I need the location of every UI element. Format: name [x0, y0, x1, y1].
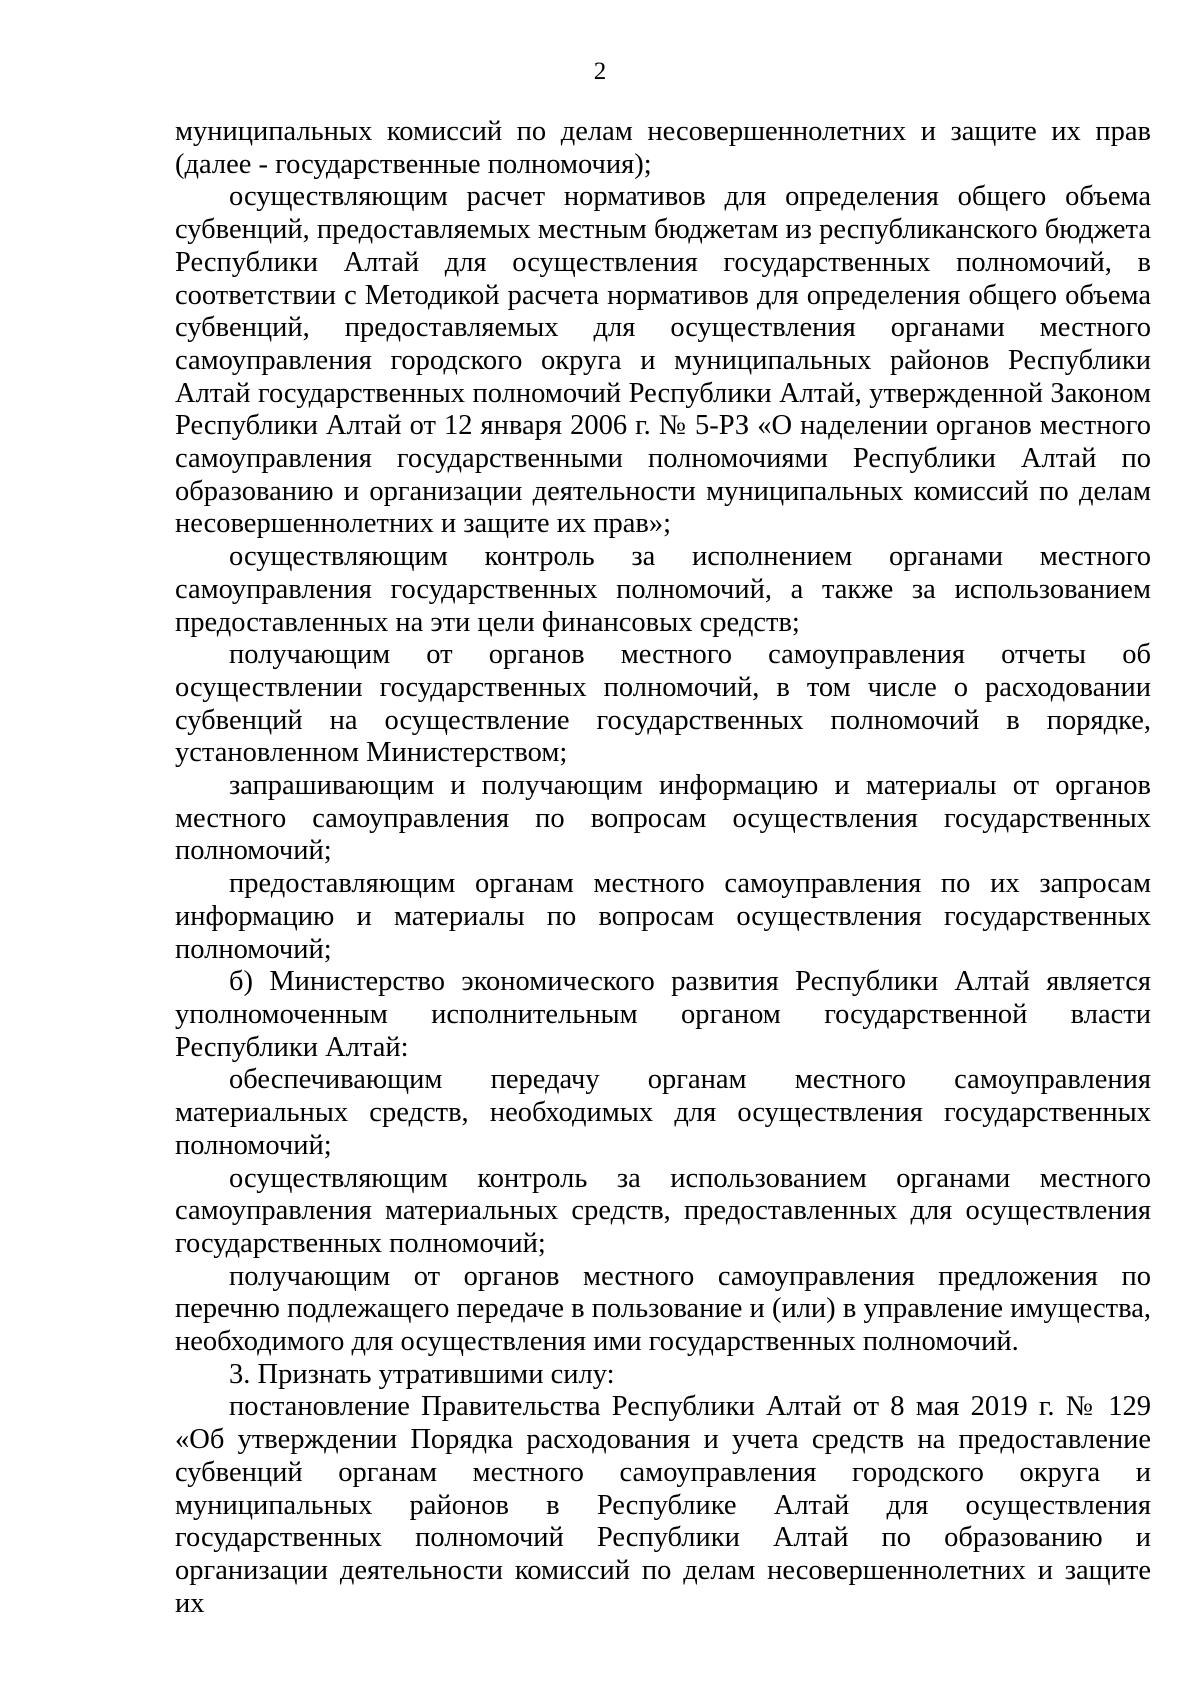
paragraph-providing-info: предоставляющим органам местного самоуправления по их запросам информацию и материалы по вопросам осуществления государственных полномочий; — [175, 868, 1151, 965]
paragraph-material-control: осуществляющим контроль за использованием органами местного самоуправления материальных средств, предоставленных для осуществления государственных полномочий; — [175, 1162, 1151, 1259]
paragraph-ministry-economic-development: б) Министерство экономического развития Республики Алтай является уполномоченным исполнительным органом государственной власти Республики Алтай: — [175, 966, 1151, 1063]
paragraph-receiving-reports: получающим от органов местного самоуправления отчеты об осуществлении государственных полномочий, в том числе о расходовании субвенций на осуществление государственных полномочий в порядке, установленном Министерством; — [175, 639, 1151, 769]
paragraph-property-proposals: получающим от органов местного самоуправления предложения по перечню подлежащего передаче в пользование и (или) в управление имущества, необходимого для осуществления ими государственных полномочий. — [175, 1260, 1151, 1358]
paragraph-control-execution: осуществляющим контроль за исполнением органами местного самоуправления государственных полномочий, а также за использованием предоставленных на эти цели финансовых средств; — [175, 541, 1151, 638]
paragraph-material-transfer: обеспечивающим передачу органам местного самоуправления материальных средств, необходимых для осуществления государственных полномочий; — [175, 1064, 1151, 1161]
paragraph-norm-calculation: осуществляющим расчет нормативов для определения общего объема субвенций, предоставляемых местным бюджетам из республиканского бюджета Республики Алтай для осуществления государственных полномочий, в соответствии с Методикой расчета нормативов для определения общего объема субвенций, предоставляемых для осуществления органами местного самоуправления городского округа и муниципальных районов Республики Алтай государственных полномочий Республики Алтай, утвержденной Законом Республики Алтай от 12 января 2006 г. № 5-РЗ «О наделении органов местного самоуправления государственными полномочиями Республики Алтай по образованию и организации деятельности муниципальных комиссий по делам несовершеннолетних и защите их прав»; — [175, 181, 1151, 540]
paragraph-repealed-resolution: постановление Правительства Республики Алтай от 8 мая 2019 г. № 129 «Об утверждении Порядка расходования и учета средств на предоставление субвенций органам местного самоуправления городского округа и муниципальных районов в Республике Алтай для осуществления государственных полномочий Республики Алтай по образованию и организации деятельности комиссий по делам несовершеннолетних и защите их — [175, 1391, 1151, 1619]
paragraph-section-3-heading: 3. Признать утратившими силу: — [229, 1358, 615, 1390]
paragraph-requesting-info: запрашивающим и получающим информацию и материалы от органов местного самоуправления по вопросам осуществления государственных полномочий; — [175, 770, 1151, 867]
document-body — [175, 116, 1151, 1620]
page-number: 2 — [593, 58, 607, 85]
paragraph-continuation: муниципальных комиссий по делам несовершеннолетних и защите их прав (далее - государственные полномочия); — [175, 116, 1151, 180]
